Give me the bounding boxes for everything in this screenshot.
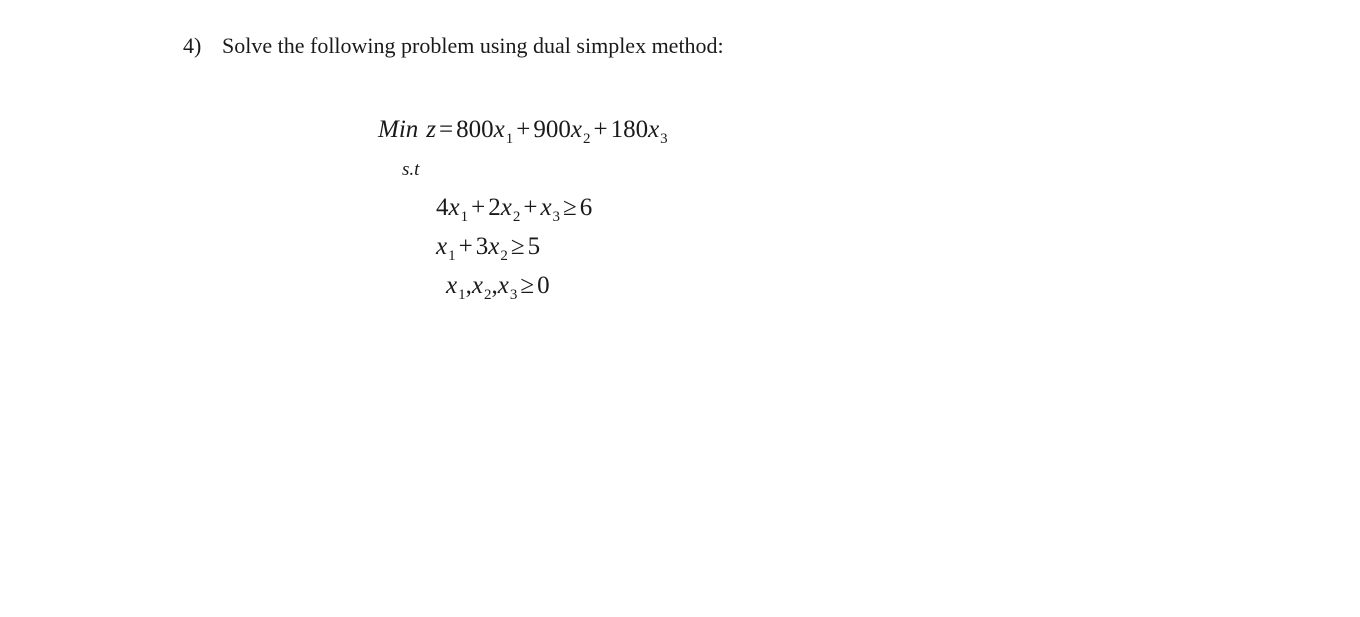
nonnegativity-constraint xyxy=(446,272,550,303)
relation-sign: ≥ xyxy=(510,233,525,260)
min-keyword: Min xyxy=(378,116,419,143)
sub-2: 2 xyxy=(500,248,508,264)
subject-to-label: s.t xyxy=(402,159,420,180)
var-x1: x xyxy=(446,272,458,299)
constraint-2 xyxy=(436,233,541,264)
rhs-value: 6 xyxy=(579,194,593,221)
rhs-value: 0 xyxy=(537,272,550,299)
sub-2: 2 xyxy=(582,131,591,147)
coef-x2: 900 xyxy=(533,116,571,143)
var-x2: x xyxy=(570,116,582,143)
coef-x1: 800 xyxy=(456,116,494,143)
plus-sign: + xyxy=(593,116,608,143)
question-number: 4) xyxy=(183,33,202,58)
relation-sign: ≥ xyxy=(563,194,577,221)
var-x2: x xyxy=(471,272,483,299)
var-x1: x xyxy=(448,194,460,221)
sub-1: 1 xyxy=(458,287,466,303)
plus-sign: + xyxy=(458,233,473,260)
comma: , xyxy=(465,272,472,299)
sub-3: 3 xyxy=(509,287,518,303)
coef-x2: 2 xyxy=(488,194,501,221)
coef-x1: 4 xyxy=(436,194,449,221)
sub-3: 3 xyxy=(552,209,561,225)
sub-1: 1 xyxy=(448,248,456,264)
equals-sign: = xyxy=(439,116,454,143)
relation-sign: ≥ xyxy=(520,272,535,299)
var-x2: x xyxy=(488,233,500,260)
var-x1: x xyxy=(493,116,505,143)
var-x1: x xyxy=(436,233,448,260)
sub-1: 1 xyxy=(505,131,514,147)
question-text: Solve the following problem using dual simplex method: xyxy=(222,33,724,58)
sub-2: 2 xyxy=(512,209,521,225)
sub-1: 1 xyxy=(460,209,469,225)
var-x3: x xyxy=(540,194,552,221)
coef-x2: 3 xyxy=(475,233,489,260)
plus-sign: + xyxy=(471,194,486,221)
question-heading xyxy=(183,33,724,59)
sub-3: 3 xyxy=(660,131,668,147)
var-x2: x xyxy=(500,194,512,221)
plus-sign: + xyxy=(516,116,531,143)
plus-sign: + xyxy=(523,194,538,221)
objective-variable: z xyxy=(426,116,437,143)
constraint-1 xyxy=(436,194,593,225)
objective-function xyxy=(378,116,668,147)
var-x3: x xyxy=(648,116,660,143)
comma: , xyxy=(491,272,498,299)
var-x3: x xyxy=(497,272,509,299)
rhs-value: 5 xyxy=(527,233,541,260)
coef-x3: 180 xyxy=(610,116,649,143)
sub-2: 2 xyxy=(483,287,492,303)
